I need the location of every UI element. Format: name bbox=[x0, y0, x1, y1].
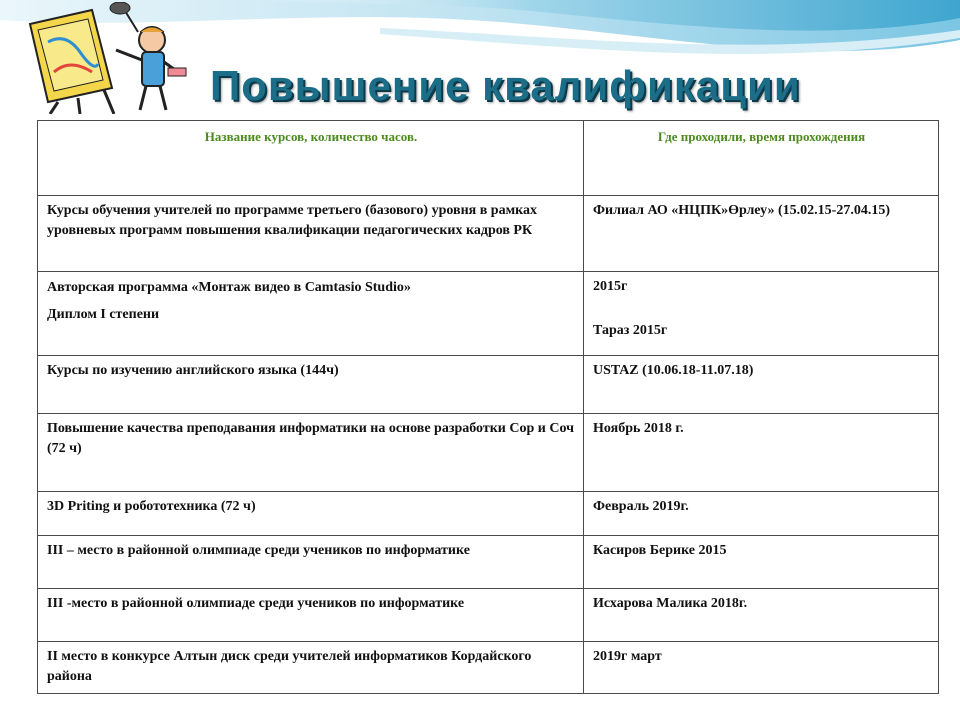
course-cell: Курсы по изучению английского языка (144ч) bbox=[38, 356, 584, 414]
table-row bbox=[38, 414, 939, 492]
table-row bbox=[38, 642, 939, 694]
table-row bbox=[38, 492, 939, 536]
slide-title: Повышение квалификации bbox=[210, 62, 801, 109]
place-cell: Исхарова Малика 2018г. bbox=[584, 589, 939, 642]
table-row bbox=[38, 589, 939, 642]
course-cell: 3D Priting и робототехника (72 ч) bbox=[38, 492, 584, 536]
artist-with-easel-icon bbox=[18, 2, 198, 114]
place-cell: 2015г Тараз 2015г bbox=[584, 272, 939, 356]
table-row bbox=[38, 356, 939, 414]
table-header-row bbox=[38, 121, 939, 196]
header-place: Где проходили, время прохождения bbox=[584, 121, 939, 196]
course-cell: Курсы обучения учителей по программе третьего (базового) уровня в рамках уровневых программ повышения квалификации педагогических кадров РК bbox=[38, 196, 584, 272]
course-cell: Повышение качества преподавания информатики на основе разработки Сор и Соч (72 ч) bbox=[38, 414, 584, 492]
course-cell: Авторская программа «Монтаж видео в Camtasio Studio» Диплом I степени bbox=[38, 272, 584, 356]
place-cell: 2019г март bbox=[584, 642, 939, 694]
table-row bbox=[38, 196, 939, 272]
place-cell: Февраль 2019г. bbox=[584, 492, 939, 536]
table-row bbox=[38, 536, 939, 589]
place-cell: Касиров Берике 2015 bbox=[584, 536, 939, 589]
place-cell: Ноябрь 2018 г. bbox=[584, 414, 939, 492]
qualification-table bbox=[37, 120, 939, 694]
course-cell: III -место в районной олимпиаде среди учеников по информатике bbox=[38, 589, 584, 642]
course-cell: II место в конкурсе Алтын диск среди учителей информатиков Кордайского района bbox=[38, 642, 584, 694]
table-row bbox=[38, 272, 939, 356]
place-cell: USTAZ (10.06.18-11.07.18) bbox=[584, 356, 939, 414]
place-cell: Филиал АО «НЦПК»Өрлеу» (15.02.15-27.04.15) bbox=[584, 196, 939, 272]
course-cell: III – место в районной олимпиаде среди учеников по информатике bbox=[38, 536, 584, 589]
header-course: Название курсов, количество часов. bbox=[38, 121, 584, 196]
